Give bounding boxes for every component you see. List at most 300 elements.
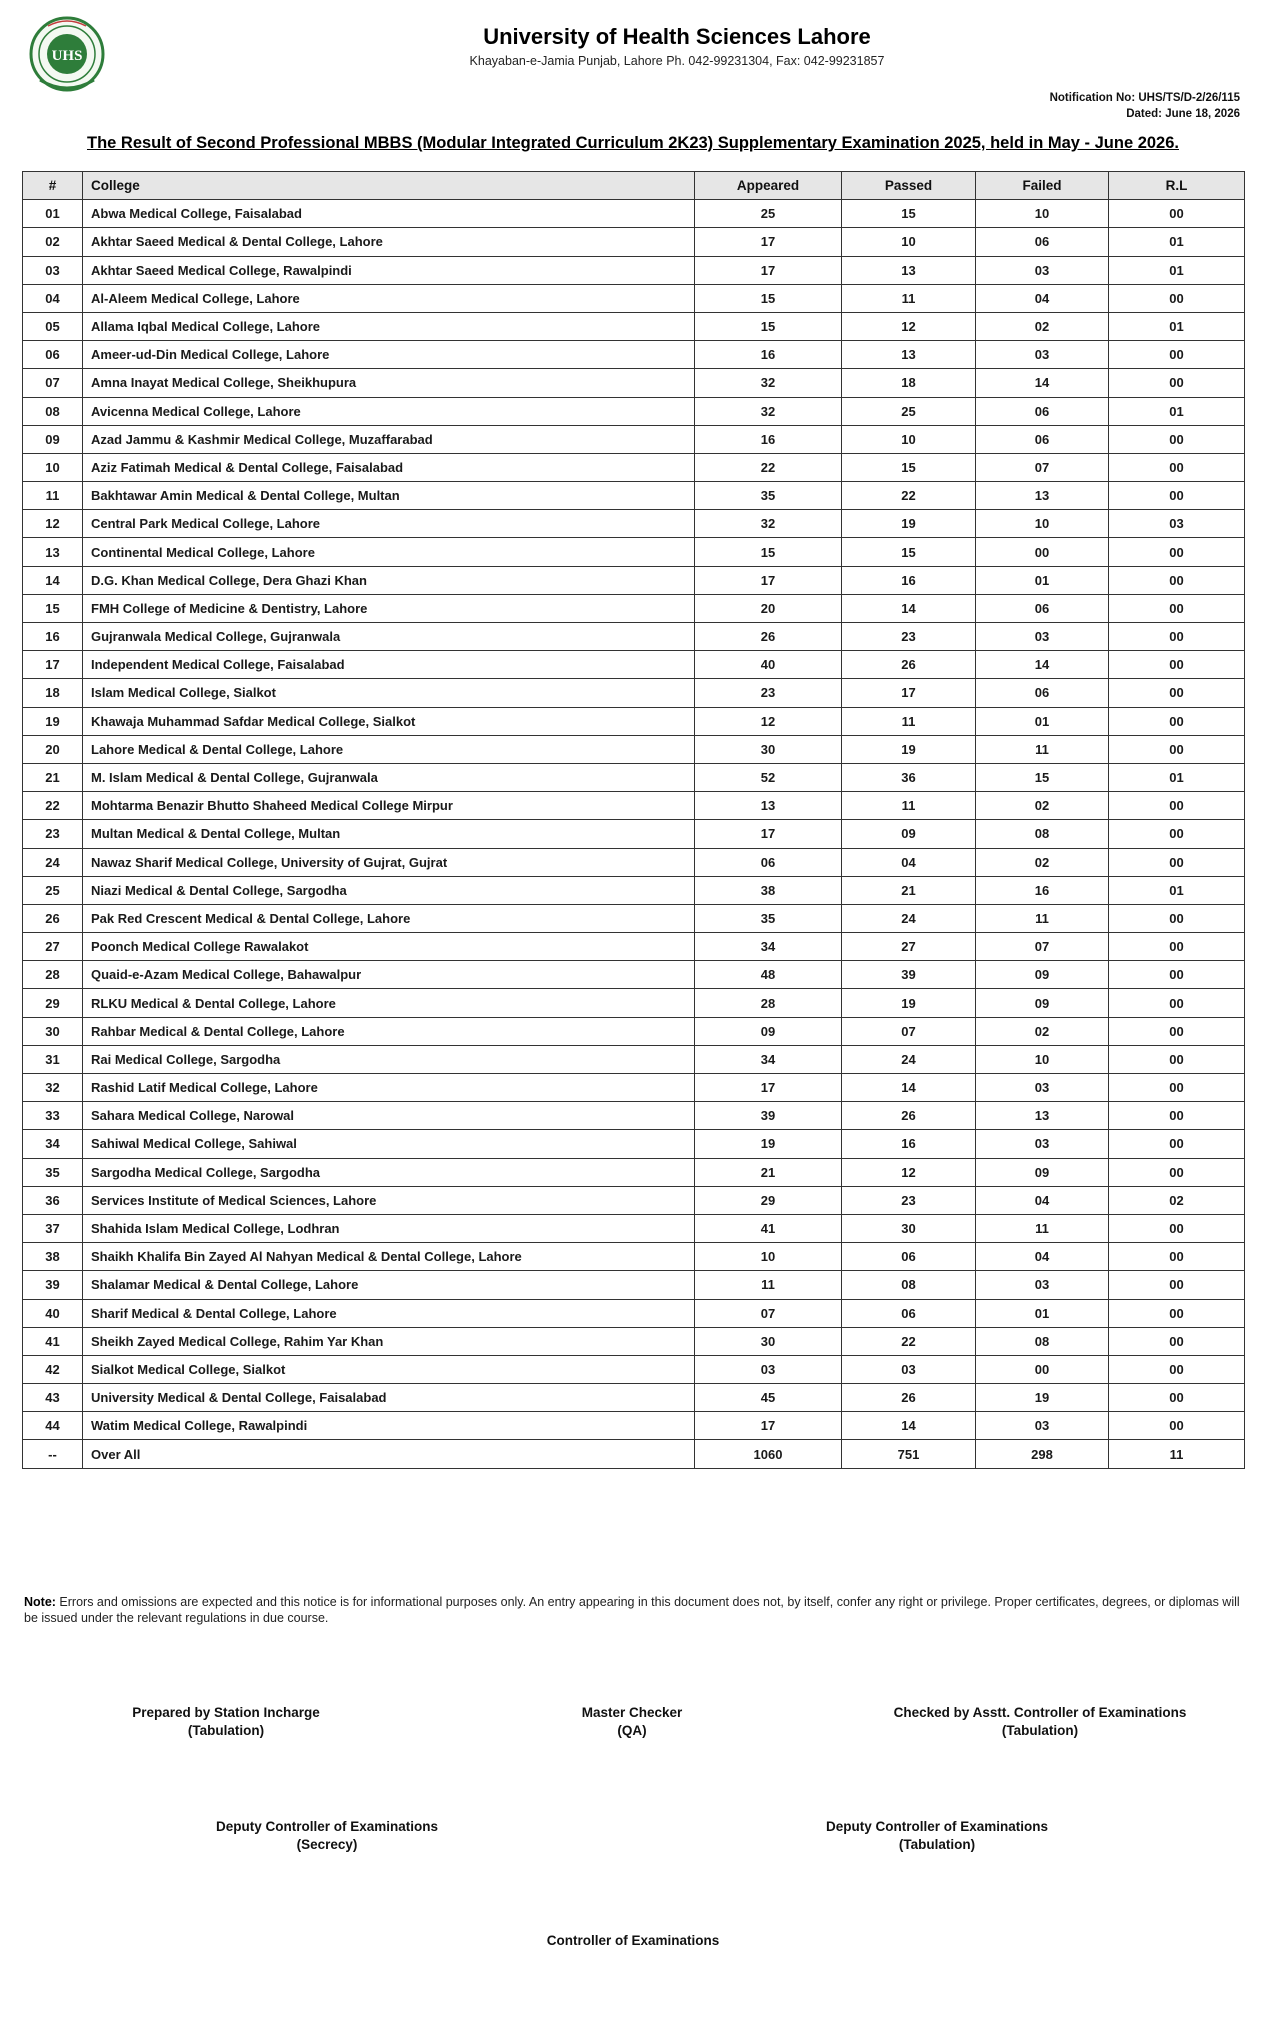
row-passed: 22 [842, 482, 976, 510]
row-serial: 36 [23, 1186, 83, 1214]
row-failed: 10 [976, 1045, 1109, 1073]
row-serial: 08 [23, 397, 83, 425]
row-serial: 38 [23, 1243, 83, 1271]
row-rl: 00 [1109, 1017, 1245, 1045]
row-failed: 11 [976, 735, 1109, 763]
table-row [23, 763, 1245, 791]
row-passed: 15 [842, 538, 976, 566]
row-passed: 17 [842, 679, 976, 707]
table-row [23, 1355, 1245, 1383]
row-college: Khawaja Muhammad Safdar Medical College, Sialkot [83, 707, 695, 735]
row-rl: 01 [1109, 397, 1245, 425]
row-serial: 10 [23, 453, 83, 481]
row-rl: 00 [1109, 369, 1245, 397]
row-college: Avicenna Medical College, Lahore [83, 397, 695, 425]
row-appeared: 25 [695, 200, 842, 228]
table-row [23, 510, 1245, 538]
table-row [23, 1243, 1245, 1271]
row-college: Azad Jammu & Kashmir Medical College, Muzaffarabad [83, 425, 695, 453]
signature-deputy-tabulation-sub: (Tabulation) [898, 1837, 976, 1852]
table-row [23, 228, 1245, 256]
table-row [23, 735, 1245, 763]
row-serial: 30 [23, 1017, 83, 1045]
row-rl: 00 [1109, 1299, 1245, 1327]
row-college: Sargodha Medical College, Sargodha [83, 1158, 695, 1186]
row-rl: 03 [1109, 510, 1245, 538]
table-total-row [23, 1440, 1245, 1468]
signature-deputy-secrecy-title: Deputy Controller of Examinations [215, 1819, 439, 1834]
note-text: Errors and omissions are expected and this notice is for informational purposes only. An entry appearing in this document does not, by itself, confer any right or privilege. Proper certificates, degrees, or diplomas will be issued under the relevant regulations in due course. [24, 1595, 1240, 1625]
row-serial: 32 [23, 1074, 83, 1102]
row-college: Gujranwala Medical College, Gujranwala [83, 623, 695, 651]
table-row [23, 1102, 1245, 1130]
column-header-passed: Passed [842, 172, 976, 200]
table-row [23, 961, 1245, 989]
row-failed: 09 [976, 961, 1109, 989]
row-rl: 01 [1109, 228, 1245, 256]
row-serial: 22 [23, 792, 83, 820]
row-failed: 11 [976, 904, 1109, 932]
row-rl: 00 [1109, 1074, 1245, 1102]
row-rl: 00 [1109, 792, 1245, 820]
row-serial: 09 [23, 425, 83, 453]
row-college: Sahara Medical College, Narowal [83, 1102, 695, 1130]
row-appeared: 17 [695, 820, 842, 848]
note-label: Note: [24, 1595, 56, 1609]
row-appeared: 12 [695, 707, 842, 735]
row-serial: 14 [23, 566, 83, 594]
row-college: Rahbar Medical & Dental College, Lahore [83, 1017, 695, 1045]
row-rl: 00 [1109, 989, 1245, 1017]
row-serial: 13 [23, 538, 83, 566]
row-failed: 04 [976, 1186, 1109, 1214]
signature-prepared-sub: (Tabulation) [187, 1723, 265, 1738]
row-college: Multan Medical & Dental College, Multan [83, 820, 695, 848]
row-rl: 01 [1109, 312, 1245, 340]
row-passed: 25 [842, 397, 976, 425]
row-college: Aziz Fatimah Medical & Dental College, Faisalabad [83, 453, 695, 481]
row-serial: 37 [23, 1214, 83, 1242]
row-passed: 14 [842, 594, 976, 622]
row-appeared: 32 [695, 397, 842, 425]
row-serial: 15 [23, 594, 83, 622]
table-row [23, 397, 1245, 425]
row-passed: 16 [842, 566, 976, 594]
row-appeared: 38 [695, 876, 842, 904]
table-row [23, 707, 1245, 735]
table-row [23, 1412, 1245, 1440]
row-passed: 39 [842, 961, 976, 989]
row-appeared: 35 [695, 904, 842, 932]
row-rl: 01 [1109, 876, 1245, 904]
row-appeared: 17 [695, 566, 842, 594]
row-college: Sahiwal Medical College, Sahiwal [83, 1130, 695, 1158]
row-serial: 31 [23, 1045, 83, 1073]
row-appeared: 32 [695, 369, 842, 397]
table-row [23, 679, 1245, 707]
table-row [23, 1214, 1245, 1242]
row-appeared: 40 [695, 651, 842, 679]
row-appeared: 13 [695, 792, 842, 820]
table-row [23, 1074, 1245, 1102]
row-serial: 21 [23, 763, 83, 791]
row-passed: 06 [842, 1243, 976, 1271]
row-rl: 00 [1109, 679, 1245, 707]
row-rl: 00 [1109, 961, 1245, 989]
row-failed: 04 [976, 284, 1109, 312]
column-header-rl: R.L [1109, 172, 1245, 200]
row-failed: 09 [976, 989, 1109, 1017]
row-college: Mohtarma Benazir Bhutto Shaheed Medical College Mirpur [83, 792, 695, 820]
row-rl: 00 [1109, 820, 1245, 848]
row-passed: 27 [842, 933, 976, 961]
row-failed: 09 [976, 1158, 1109, 1186]
row-rl: 00 [1109, 1384, 1245, 1412]
row-rl: 02 [1109, 1186, 1245, 1214]
column-header-failed: Failed [976, 172, 1109, 200]
row-passed: 16 [842, 1130, 976, 1158]
row-appeared: 16 [695, 341, 842, 369]
row-failed: 03 [976, 1074, 1109, 1102]
row-appeared: 19 [695, 1130, 842, 1158]
table-row [23, 651, 1245, 679]
row-appeared: 34 [695, 933, 842, 961]
row-failed: 14 [976, 651, 1109, 679]
table-row [23, 904, 1245, 932]
signature-master-sub: (QA) [617, 1723, 647, 1738]
row-appeared: 26 [695, 623, 842, 651]
table-row [23, 1045, 1245, 1073]
table-row [23, 1017, 1245, 1045]
row-passed: 13 [842, 341, 976, 369]
row-passed: 26 [842, 651, 976, 679]
table-row [23, 482, 1245, 510]
row-failed: 01 [976, 1299, 1109, 1327]
row-rl: 00 [1109, 1412, 1245, 1440]
row-failed: 02 [976, 848, 1109, 876]
row-college: Rashid Latif Medical College, Lahore [83, 1074, 695, 1102]
row-rl: 00 [1109, 284, 1245, 312]
column-header-college: College [83, 172, 695, 200]
row-college: Bakhtawar Amin Medical & Dental College, Multan [83, 482, 695, 510]
row-appeared: 22 [695, 453, 842, 481]
table-row [23, 369, 1245, 397]
row-appeared: 11 [695, 1271, 842, 1299]
row-rl: 00 [1109, 1045, 1245, 1073]
table-row [23, 1158, 1245, 1186]
row-rl: 00 [1109, 1243, 1245, 1271]
row-appeared: 15 [695, 284, 842, 312]
column-header-serial: # [23, 172, 83, 200]
row-failed: 07 [976, 453, 1109, 481]
row-college: Quaid-e-Azam Medical College, Bahawalpur [83, 961, 695, 989]
row-failed: 06 [976, 397, 1109, 425]
row-college: Akhtar Saeed Medical & Dental College, Lahore [83, 228, 695, 256]
row-failed: 15 [976, 763, 1109, 791]
row-rl: 00 [1109, 623, 1245, 651]
row-passed: 13 [842, 256, 976, 284]
row-serial: 28 [23, 961, 83, 989]
signature-deputy-tabulation-title: Deputy Controller of Examinations [825, 1819, 1049, 1834]
row-serial: 40 [23, 1299, 83, 1327]
table-row [23, 933, 1245, 961]
row-failed: 02 [976, 792, 1109, 820]
row-rl: 00 [1109, 707, 1245, 735]
signature-checked [870, 1704, 1210, 1740]
row-serial: 19 [23, 707, 83, 735]
row-serial: 44 [23, 1412, 83, 1440]
row-college: D.G. Khan Medical College, Dera Ghazi Khan [83, 566, 695, 594]
row-failed: 10 [976, 200, 1109, 228]
row-serial: 25 [23, 876, 83, 904]
row-rl: 01 [1109, 256, 1245, 284]
disclaimer-note [24, 1594, 1242, 1626]
row-passed: 14 [842, 1412, 976, 1440]
row-failed: 04 [976, 1243, 1109, 1271]
row-rl: 00 [1109, 1214, 1245, 1242]
row-appeared: 30 [695, 1327, 842, 1355]
total-serial: -- [23, 1440, 83, 1468]
signature-deputy-secrecy-sub: (Secrecy) [296, 1837, 358, 1852]
row-college: RLKU Medical & Dental College, Lahore [83, 989, 695, 1017]
row-appeared: 17 [695, 256, 842, 284]
row-serial: 39 [23, 1271, 83, 1299]
row-failed: 14 [976, 369, 1109, 397]
signature-master-title: Master Checker [581, 1705, 683, 1720]
row-rl: 00 [1109, 1327, 1245, 1355]
row-rl: 00 [1109, 1130, 1245, 1158]
row-appeared: 48 [695, 961, 842, 989]
row-serial: 07 [23, 369, 83, 397]
row-passed: 14 [842, 1074, 976, 1102]
row-rl: 00 [1109, 848, 1245, 876]
notification-number: Notification No: UHS/TS/D-2/26/115 [1049, 92, 1240, 104]
table-row [23, 820, 1245, 848]
row-failed: 03 [976, 1412, 1109, 1440]
total-failed: 298 [976, 1440, 1109, 1468]
table-row [23, 538, 1245, 566]
row-college: Nawaz Sharif Medical College, University of Gujrat, Gujrat [83, 848, 695, 876]
row-college: University Medical & Dental College, Faisalabad [83, 1384, 695, 1412]
row-passed: 26 [842, 1384, 976, 1412]
row-failed: 02 [976, 1017, 1109, 1045]
results-table [22, 171, 1245, 1469]
row-failed: 08 [976, 1327, 1109, 1355]
row-college: Allama Iqbal Medical College, Lahore [83, 312, 695, 340]
row-rl: 00 [1109, 453, 1245, 481]
row-failed: 03 [976, 1271, 1109, 1299]
row-serial: 41 [23, 1327, 83, 1355]
row-appeared: 15 [695, 538, 842, 566]
row-rl: 00 [1109, 904, 1245, 932]
row-serial: 12 [23, 510, 83, 538]
row-college: Watim Medical College, Rawalpindi [83, 1412, 695, 1440]
table-row [23, 848, 1245, 876]
row-college: Sialkot Medical College, Sialkot [83, 1355, 695, 1383]
row-passed: 21 [842, 876, 976, 904]
row-appeared: 52 [695, 763, 842, 791]
row-appeared: 16 [695, 425, 842, 453]
total-label: Over All [83, 1440, 695, 1468]
signature-prepared [96, 1704, 356, 1740]
row-college: Shalamar Medical & Dental College, Lahore [83, 1271, 695, 1299]
university-address: Khayaban-e-Jamia Punjab, Lahore Ph. 042-99231304, Fax: 042-99231857 [469, 54, 885, 68]
row-appeared: 29 [695, 1186, 842, 1214]
row-passed: 06 [842, 1299, 976, 1327]
row-rl: 00 [1109, 538, 1245, 566]
table-row [23, 1299, 1245, 1327]
row-serial: 34 [23, 1130, 83, 1158]
row-college: Islam Medical College, Sialkot [83, 679, 695, 707]
row-rl: 00 [1109, 425, 1245, 453]
row-failed: 19 [976, 1384, 1109, 1412]
row-appeared: 35 [695, 482, 842, 510]
row-passed: 30 [842, 1214, 976, 1242]
row-appeared: 15 [695, 312, 842, 340]
table-row [23, 256, 1245, 284]
row-college: Poonch Medical College Rawalakot [83, 933, 695, 961]
total-appeared: 1060 [695, 1440, 842, 1468]
row-passed: 04 [842, 848, 976, 876]
row-rl: 00 [1109, 1355, 1245, 1383]
row-rl: 00 [1109, 933, 1245, 961]
row-appeared: 09 [695, 1017, 842, 1045]
row-serial: 02 [23, 228, 83, 256]
row-passed: 24 [842, 1045, 976, 1073]
row-college: Continental Medical College, Lahore [83, 538, 695, 566]
row-college: FMH College of Medicine & Dentistry, Lahore [83, 594, 695, 622]
row-failed: 10 [976, 510, 1109, 538]
row-rl: 00 [1109, 1158, 1245, 1186]
table-body [23, 200, 1245, 1440]
signature-checked-sub: (Tabulation) [1001, 1723, 1079, 1738]
row-college: Services Institute of Medical Sciences, Lahore [83, 1186, 695, 1214]
row-serial: 42 [23, 1355, 83, 1383]
row-serial: 27 [23, 933, 83, 961]
table-row [23, 453, 1245, 481]
row-passed: 18 [842, 369, 976, 397]
row-failed: 11 [976, 1214, 1109, 1242]
row-failed: 06 [976, 425, 1109, 453]
row-passed: 19 [842, 989, 976, 1017]
table-row [23, 425, 1245, 453]
logo-text: UHS [51, 48, 83, 64]
table-row [23, 1186, 1245, 1214]
row-passed: 22 [842, 1327, 976, 1355]
row-serial: 26 [23, 904, 83, 932]
row-college: Al-Aleem Medical College, Lahore [83, 284, 695, 312]
row-college: Independent Medical College, Faisalabad [83, 651, 695, 679]
row-serial: 29 [23, 989, 83, 1017]
row-rl: 00 [1109, 651, 1245, 679]
signature-controller-title: Controller of Examinations [546, 1933, 720, 1948]
row-passed: 11 [842, 792, 976, 820]
row-serial: 11 [23, 482, 83, 510]
row-serial: 20 [23, 735, 83, 763]
signature-deputy-secrecy [177, 1818, 477, 1854]
row-passed: 12 [842, 312, 976, 340]
row-college: Amna Inayat Medical College, Sheikhupura [83, 369, 695, 397]
row-passed: 23 [842, 1186, 976, 1214]
row-passed: 10 [842, 228, 976, 256]
row-passed: 09 [842, 820, 976, 848]
row-serial: 06 [23, 341, 83, 369]
table-row [23, 989, 1245, 1017]
row-failed: 08 [976, 820, 1109, 848]
table-row [23, 200, 1245, 228]
row-rl: 00 [1109, 566, 1245, 594]
table-row [23, 792, 1245, 820]
table-row [23, 1384, 1245, 1412]
row-failed: 07 [976, 933, 1109, 961]
row-passed: 10 [842, 425, 976, 453]
row-college: Niazi Medical & Dental College, Sargodha [83, 876, 695, 904]
table-row [23, 341, 1245, 369]
table-row [23, 1271, 1245, 1299]
row-rl: 00 [1109, 1271, 1245, 1299]
university-title: University of Health Sciences Lahore [483, 24, 871, 49]
row-appeared: 17 [695, 1074, 842, 1102]
row-failed: 13 [976, 1102, 1109, 1130]
row-serial: 33 [23, 1102, 83, 1130]
row-serial: 04 [23, 284, 83, 312]
row-college: M. Islam Medical & Dental College, Gujranwala [83, 763, 695, 791]
row-rl: 00 [1109, 200, 1245, 228]
row-serial: 35 [23, 1158, 83, 1186]
row-failed: 13 [976, 482, 1109, 510]
row-serial: 24 [23, 848, 83, 876]
row-rl: 00 [1109, 341, 1245, 369]
row-college: Sheikh Zayed Medical College, Rahim Yar Khan [83, 1327, 695, 1355]
row-failed: 02 [976, 312, 1109, 340]
table-row [23, 876, 1245, 904]
result-title: The Result of Second Professional MBBS (Modular Integrated Curriculum 2K23) Supplementary Examination 2025, held in May - June 2026. [87, 134, 1179, 152]
row-rl: 00 [1109, 1102, 1245, 1130]
notification-date: Dated: June 18, 2026 [1126, 108, 1240, 120]
signature-deputy-tabulation [787, 1818, 1087, 1854]
row-appeared: 34 [695, 1045, 842, 1073]
row-appeared: 21 [695, 1158, 842, 1186]
signature-prepared-title: Prepared by Station Incharge [132, 1705, 320, 1720]
row-rl: 00 [1109, 594, 1245, 622]
row-passed: 08 [842, 1271, 976, 1299]
row-appeared: 32 [695, 510, 842, 538]
row-serial: 03 [23, 256, 83, 284]
row-serial: 16 [23, 623, 83, 651]
row-failed: 16 [976, 876, 1109, 904]
row-serial: 05 [23, 312, 83, 340]
row-failed: 00 [976, 538, 1109, 566]
row-appeared: 17 [695, 228, 842, 256]
row-appeared: 41 [695, 1214, 842, 1242]
row-passed: 26 [842, 1102, 976, 1130]
row-serial: 01 [23, 200, 83, 228]
row-serial: 43 [23, 1384, 83, 1412]
row-passed: 23 [842, 623, 976, 651]
table-row [23, 284, 1245, 312]
row-appeared: 30 [695, 735, 842, 763]
row-college: Lahore Medical & Dental College, Lahore [83, 735, 695, 763]
row-passed: 12 [842, 1158, 976, 1186]
row-college: Abwa Medical College, Faisalabad [83, 200, 695, 228]
row-college: Shahida Islam Medical College, Lodhran [83, 1214, 695, 1242]
table-header-row [23, 172, 1245, 200]
row-college: Akhtar Saeed Medical College, Rawalpindi [83, 256, 695, 284]
row-passed: 19 [842, 510, 976, 538]
row-passed: 19 [842, 735, 976, 763]
row-appeared: 03 [695, 1355, 842, 1383]
row-failed: 01 [976, 566, 1109, 594]
